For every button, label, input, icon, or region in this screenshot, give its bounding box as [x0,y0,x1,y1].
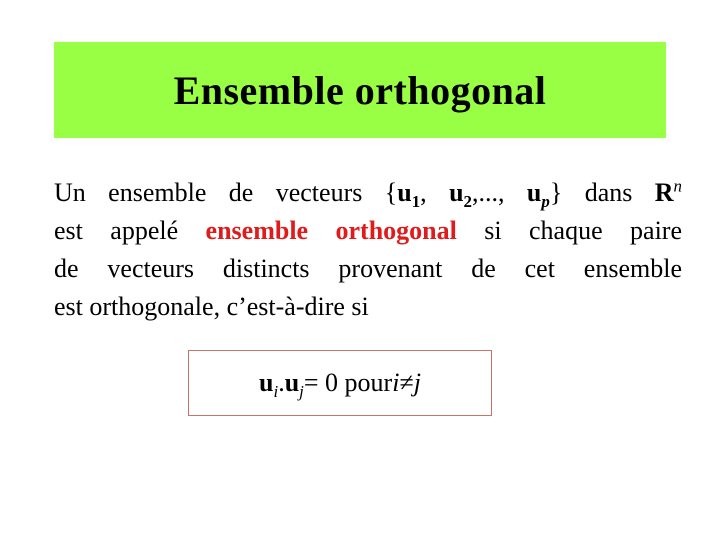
text-segment: , [420,178,450,207]
vector-up: $u_p$ [526,178,550,212]
space-rn: $R^n$ [654,176,682,207]
vector-u1: $u_1$ [397,178,421,212]
text-segment: Un ensemble de vecteurs { [54,178,398,207]
emphasized-term: ensemble orthogonal [205,216,457,245]
neq-symbol: ≠ [399,368,414,397]
paragraph-line-2 [54,212,682,250]
vector-uj: $u_j$ [284,368,304,402]
vector-u2: $u_2$ [449,178,472,212]
text-segment: si chaque paire [456,216,682,245]
var-j: j [413,368,421,397]
formula-box [188,350,492,416]
formula-condition: = 0 pour [303,368,393,397]
text-segment: ,..., [471,178,527,207]
var-i: i [392,368,400,397]
text-segment: } dans [549,178,655,207]
paragraph-line-1 [54,174,682,212]
slide-title: Ensemble orthogonal [173,67,547,113]
vector-ui: $u_i$ [259,368,279,402]
dot-operator: . [278,368,285,397]
paragraph-line-3: de vecteurs distincts provenant de cet ensemble [54,254,682,283]
definition-paragraph [54,174,682,326]
title-banner [54,42,666,138]
text-segment: est appelé [54,216,206,245]
paragraph-line-4: est orthogonale, c’est-à-dire si [54,292,369,321]
